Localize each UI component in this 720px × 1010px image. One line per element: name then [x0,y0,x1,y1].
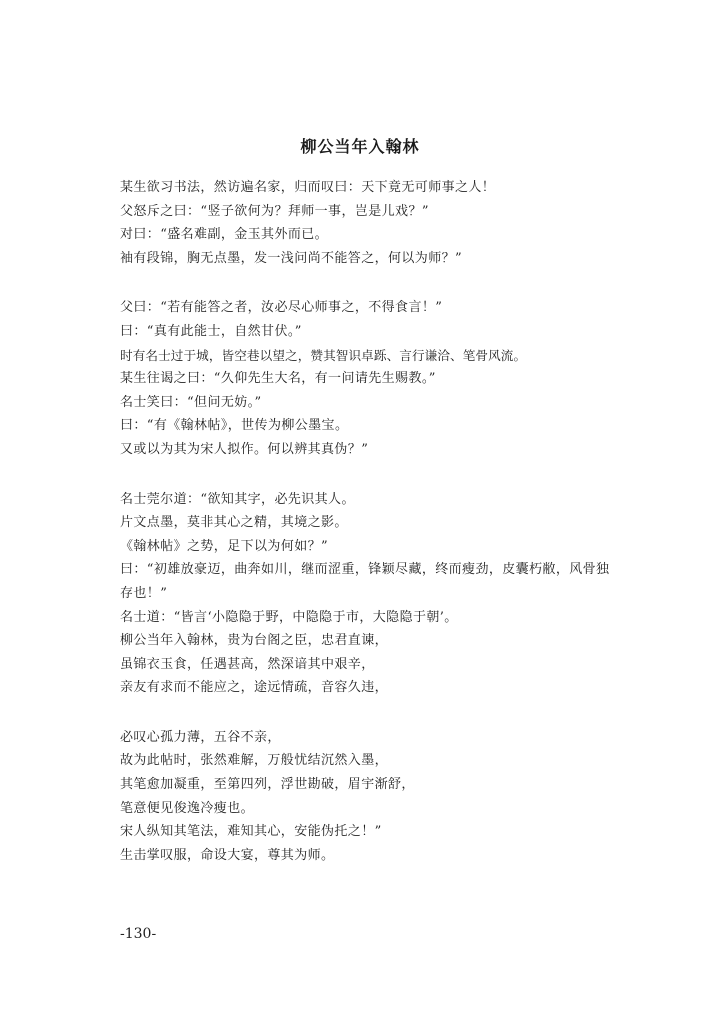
text-line: 虽锦衣玉食，任遇甚高，然深谙其中艰辛， [120,656,375,672]
text-line: 对曰：“盛名难副，金玉其外而已。 [120,227,329,243]
paragraph-1 [120,176,620,270]
text-line: 曰：“真有此能士，自然甘伏。” [120,323,302,339]
page-title: 柳公当年入翰林 [300,137,420,156]
text-line: 名士莞尔道：“欲知其字，必先识其人。 [120,491,355,507]
text-line: 名士笑曰：“但问无妨。” [120,394,262,410]
text-line: 父曰：“若有能答之者，汝必尽心师事之，不得食言！” [120,300,443,316]
page-number: -130- [120,926,157,942]
text-line: 亲友有求而不能应之，途远情疏，音容久违， [120,680,389,696]
text-line: 又或以为其为宋人拟作。何以辨其真伪？” [120,441,369,457]
document-body [120,176,620,867]
paragraph-3 [120,488,620,700]
text-line: 某生欲习书法，然访遍名家，归而叹曰：天下竟无可师事之人！ [120,180,496,195]
text-line: 柳公当年入翰林，贵为台阁之臣，忠君直谏， [120,633,389,649]
text-line: 曰：“初雄放豪迈，曲奔如川，继而涩重，锋颖尽藏，终而瘦劲，皮囊朽敝，风骨独存也！” [120,562,610,601]
text-line: 曰：“有《翰林帖》，世传为柳公墨宝。 [120,418,349,434]
text-line: 袖有段锦，胸无点墨，发一浅问尚不能答之，何以为师？” [120,250,463,266]
text-line: 《翰林帖》之势，足下以为何如？” [120,538,329,554]
paragraph-4 [120,726,620,868]
text-line: 时有名士过于城，皆空巷以望之，赞其智识卓跞、言行谦洽、笔骨风流。 [120,347,527,363]
text-line: 宋人纵知其笔法，难知其心，安能伪托之！” [120,824,382,840]
text-line: 笔意便见俊逸冷瘦也。 [120,800,255,816]
text-line: 片文点墨，莫非其心之精，其境之影。 [120,515,348,531]
text-line: 某生往谒之曰：“久仰先生大名，有一问请先生赐教。” [120,371,436,387]
text-line: 其笔愈加凝重，至第四列，浮世勘破，眉宇渐舒， [120,777,415,793]
text-line: 父怒斥之曰：“竖子欲何为？拜师一事，岂是儿戏？” [120,203,429,219]
text-line: 名士道：“皆言‘小隐隐于野，中隐隐于市，大隐隐于朝’。 [120,609,458,625]
text-line: 生击掌叹服，命设大宴，尊其为师。 [120,847,335,863]
paragraph-2 [120,296,620,461]
text-line: 必叹心孤力薄，五谷不亲， [120,729,281,745]
text-line: 故为此帖时，张然难解，万般忧结沉然入墨， [120,753,389,769]
